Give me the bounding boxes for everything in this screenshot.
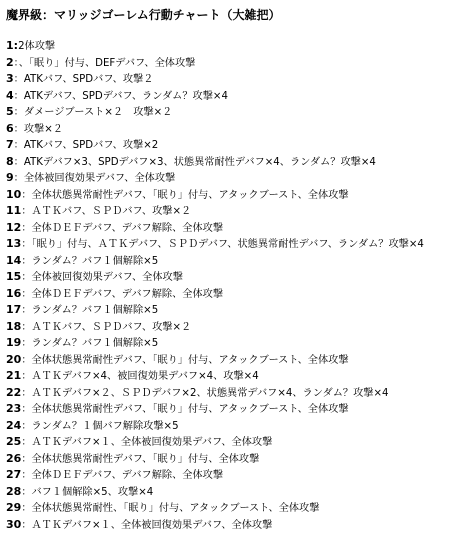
turn-actions: ：攻撃×２ — [13, 123, 63, 135]
turn-line — [6, 121, 472, 138]
turn-number: 27 — [6, 468, 22, 481]
turn-number: 26 — [6, 451, 22, 465]
turn-number: 20 — [6, 352, 22, 366]
turn-number: 13 — [6, 237, 22, 250]
turn-number: 15 — [6, 270, 22, 283]
turn-actions: ：ATKバフ、SPDバフ、攻撃２ — [13, 74, 154, 85]
turn-actions: ：全体被回復効果デバフ、全体攻撃 — [13, 173, 176, 184]
turn-number: 16 — [6, 286, 22, 300]
turn-line — [6, 220, 472, 237]
turn-actions: ：ＡＴＫデバフ×１、全体被回復効果デバフ、全体攻撃 — [21, 519, 273, 531]
turn-line — [6, 253, 472, 270]
turn-number: 22 — [6, 385, 22, 399]
turn-number: 18 — [6, 319, 22, 333]
turn-line — [6, 187, 472, 204]
turn-line — [6, 170, 472, 187]
turn-actions: ：全体状態異常耐性、「眠り」付与、アタックブースト、全体攻撃 — [21, 503, 320, 514]
turn-actions: ：全体ＤＥＦデバフ、デバフ解除、全体攻撃 — [21, 222, 224, 234]
turn-line — [6, 517, 472, 534]
turn-actions: ：ダメージブースト×２ 攻撃×２ — [13, 107, 173, 118]
turn-number: 19 — [6, 336, 22, 349]
turn-list — [6, 38, 472, 533]
turn-line — [6, 319, 472, 336]
turn-number: 5 — [6, 105, 14, 118]
turn-number: 29 — [6, 501, 22, 514]
turn-number: 6 — [6, 121, 14, 135]
turn-number: 30 — [6, 517, 22, 531]
turn-number: 7 — [6, 138, 14, 151]
turn-actions: ：、「眠り」付与、DEFデバフ、全体攻撃 — [13, 57, 196, 69]
turn-actions: ：ＡＴＫデバフ×4、被回復効果デバフ×4、攻撃×4 — [21, 371, 259, 382]
turn-line — [6, 154, 472, 171]
turn-actions: ：ランダム？１個バフ解除攻撃×5 — [21, 420, 179, 432]
turn-line — [6, 137, 472, 154]
turn-line — [6, 401, 472, 418]
turn-actions: ：ＡＴＫデバフ×１、全体被回復効果デバフ、全体攻撃 — [21, 437, 273, 448]
turn-actions: ：全体状態異常耐性デバフ、「眠り」付与、アタックブースト、全体攻撃 — [21, 189, 349, 201]
turn-line — [6, 484, 472, 501]
turn-number: 21 — [6, 369, 22, 382]
turn-actions: ：全体被回復効果デバフ、全体攻撃 — [21, 272, 183, 283]
turn-number: 14 — [6, 253, 22, 267]
turn-actions: ：ATKバフ、SPDバフ、攻撃×2 — [13, 140, 159, 151]
turn-line — [6, 418, 472, 435]
turn-actions: ：ＡＴＫバフ、ＳＰＤバフ、攻撃×２ — [21, 321, 192, 333]
turn-line — [6, 236, 472, 253]
turn-line — [6, 500, 472, 517]
turn-line — [6, 203, 472, 220]
turn-actions: ：ランダム？バフ１個解除×5 — [21, 255, 159, 267]
turn-line — [6, 71, 472, 88]
turn-line — [6, 368, 472, 385]
turn-line — [6, 385, 472, 402]
turn-actions: ：ＡＴＫデバフ×２、ＳＰＤデバフ×2、状態異常デバフ×4、ランダム？攻撃×4 — [21, 387, 389, 399]
turn-line — [6, 38, 472, 55]
turn-actions: 2体攻撃 — [18, 41, 56, 52]
turn-number: 28 — [6, 484, 22, 498]
turn-actions: ：ATKデバフ、SPDデバフ、ランダム？攻撃×4 — [13, 90, 228, 102]
turn-line — [6, 104, 472, 121]
turn-number: 3 — [6, 72, 14, 85]
turn-number: 23 — [6, 402, 22, 415]
turn-actions: ：ランダム？バフ１個解除×5 — [21, 305, 159, 316]
turn-line — [6, 55, 472, 72]
turn-line — [6, 467, 472, 484]
turn-number: 10 — [6, 187, 22, 201]
turn-number: 11 — [6, 204, 22, 217]
turn-number: 4 — [6, 88, 14, 102]
page-title: 魔界級：マリッジゴーレム行動チャート（大雑把） — [6, 8, 281, 22]
turn-actions: ：ＡＴＫバフ、ＳＰＤバフ、攻撃×２ — [21, 206, 192, 217]
turn-actions: ：全体ＤＥＦデバフ、デバフ解除、全体攻撃 — [21, 470, 224, 481]
turn-line — [6, 88, 472, 105]
turn-number: 24 — [6, 418, 22, 432]
turn-actions: ：ランダム？バフ１個解除×5 — [21, 338, 159, 349]
turn-actions: ：「眠り」付与、ＡＴＫデバフ、ＳＰＤデバフ、状態異常耐性デバフ、ランダム？攻撃×4 — [21, 239, 424, 250]
turn-number: 25 — [6, 435, 22, 448]
turn-line — [6, 269, 472, 286]
turn-actions: ：バフ１個解除×5、攻撃×4 — [21, 486, 154, 498]
turn-number: 17 — [6, 303, 22, 316]
turn-actions: ：全体状態異常耐性デバフ、「眠り」付与、アタックブースト、全体攻撃 — [21, 404, 349, 415]
turn-line — [6, 434, 472, 451]
turn-number: 12 — [6, 220, 22, 234]
turn-number: 9 — [6, 171, 14, 184]
turn-actions: ：全体ＤＥＦデバフ、デバフ解除、全体攻撃 — [21, 288, 224, 300]
turn-actions: ：全体状態異常耐性デバフ、「眠り」付与、アタックブースト、全体攻撃 — [21, 354, 349, 366]
turn-line — [6, 352, 472, 369]
turn-line — [6, 335, 472, 352]
turn-line — [6, 302, 472, 319]
turn-number: 2 — [6, 55, 14, 69]
turn-actions: ：全体状態異常耐性デバフ、「眠り」付与、全体攻撃 — [21, 453, 260, 465]
turn-actions: ：ATKデバフ×3、SPDデバフ×3、状態異常耐性デバフ×4、ランダム？攻撃×4 — [13, 156, 376, 168]
turn-line — [6, 451, 472, 468]
turn-line — [6, 286, 472, 303]
turn-number: 8 — [6, 154, 14, 168]
turn-number: 1: — [6, 39, 19, 52]
